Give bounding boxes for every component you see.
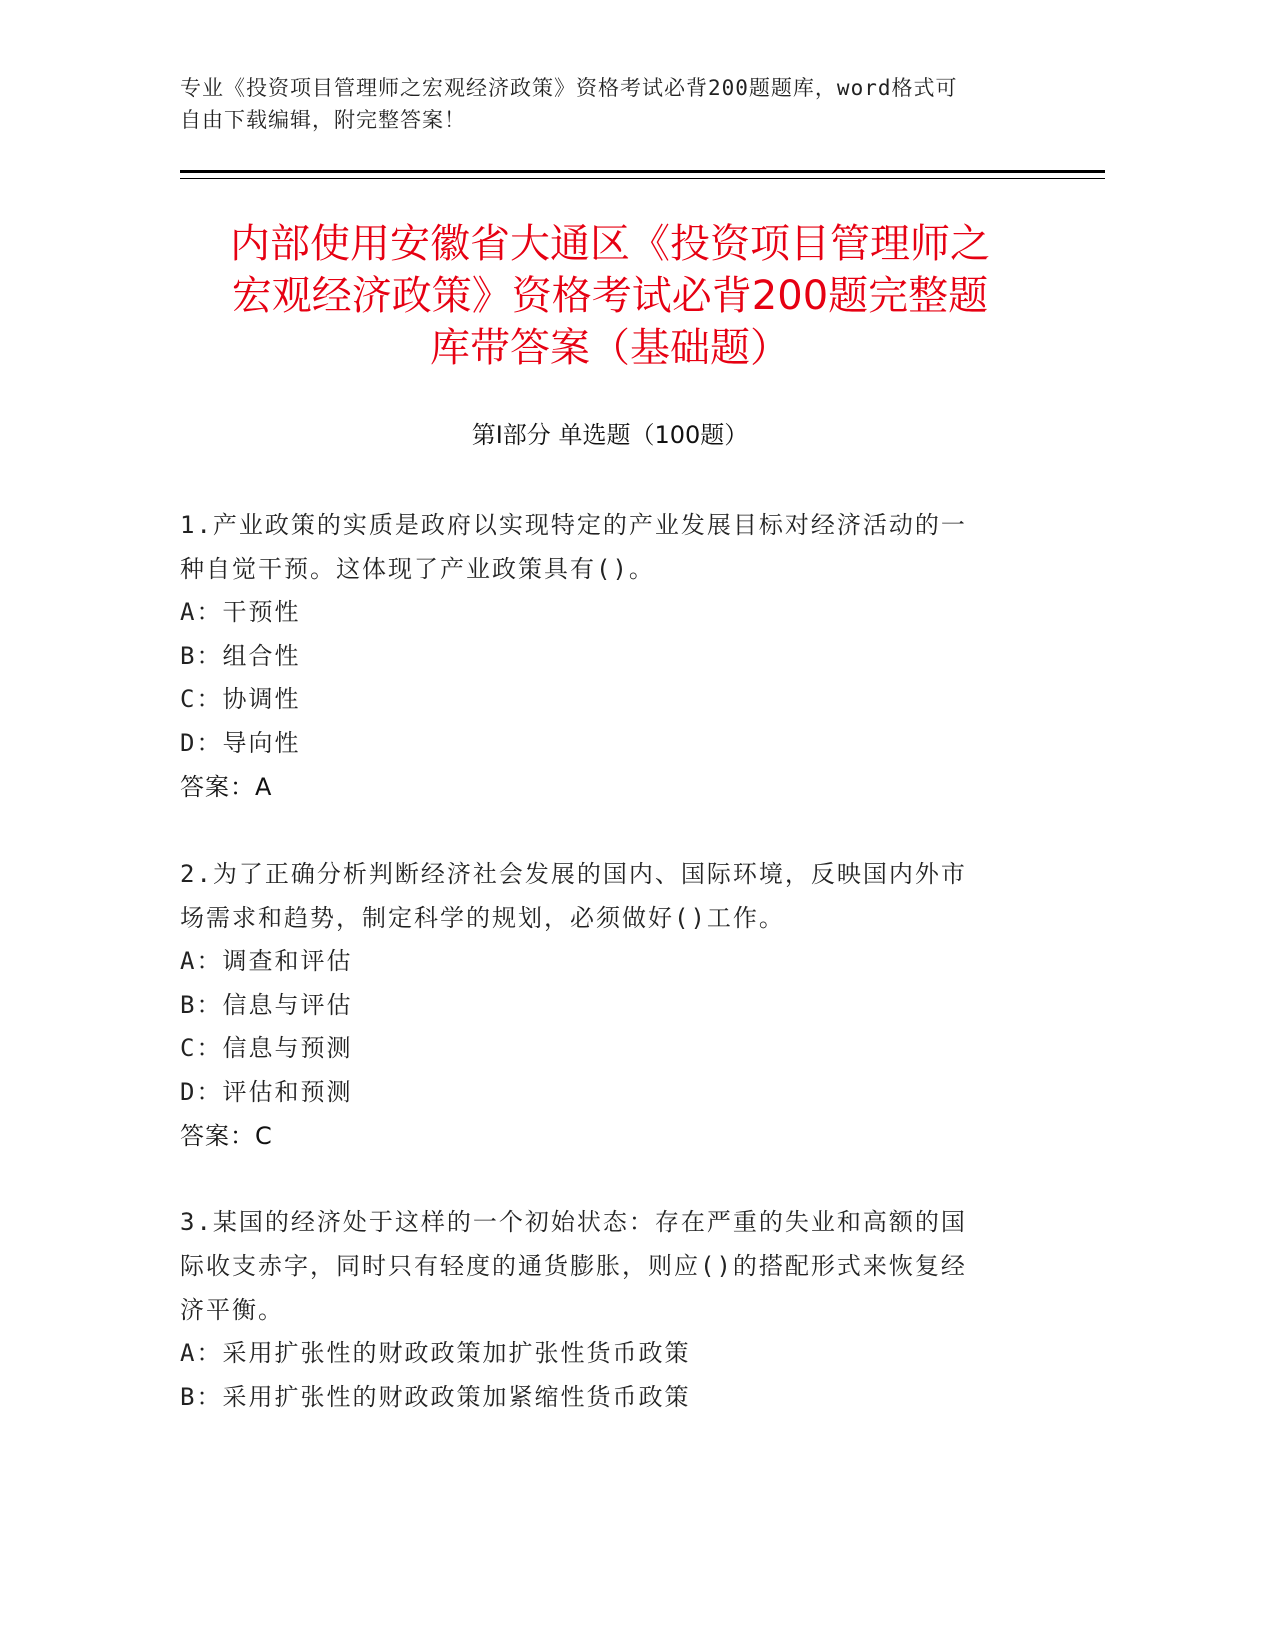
question-1: [180, 503, 1040, 809]
question-3: [180, 1200, 1040, 1419]
header-note-line1: 专业《投资项目管理师之宏观经济政策》资格考试必背200题题库，word格式可: [180, 76, 958, 100]
option-b: B：组合性: [180, 641, 301, 670]
document-title: [180, 218, 1040, 374]
option-b: B：信息与评估: [180, 990, 353, 1019]
question-stem-line: 场需求和趋势，制定科学的规划，必须做好()工作。: [180, 904, 785, 932]
header-divider-thin: [180, 178, 1105, 179]
question-stem-line: 际收支赤字，同时只有轻度的通货膨胀，则应()的搭配形式来恢复经: [180, 1252, 967, 1280]
option-c: C：协调性: [180, 685, 301, 713]
option-b: B：采用扩张性的财政政策加紧缩性货币政策: [180, 1382, 691, 1411]
option-d: D：评估和预测: [180, 1077, 353, 1106]
option-c: C：信息与预测: [180, 1034, 353, 1062]
question-2: [180, 852, 1040, 1158]
question-stem-line: 种自觉干预。这体现了产业政策具有()。: [180, 555, 655, 583]
answer: 答案：A: [180, 773, 273, 801]
option-a: A：采用扩张性的财政政策加扩张性货币政策: [180, 1339, 691, 1367]
header-divider-thick: [180, 170, 1105, 173]
question-stem: [180, 503, 1040, 591]
document-title-line3: 库带答案（基础题）: [430, 325, 790, 371]
option-a: A：调查和评估: [180, 947, 353, 975]
section-heading: 第Ⅰ部分 单选题（100题）: [471, 421, 749, 449]
question-stem-line: 1.产业政策的实质是政府以实现特定的产业发展目标对经济活动的一: [180, 511, 967, 539]
option-d: D：导向性: [180, 728, 301, 757]
document-title-line1: 内部使用安徽省大通区《投资项目管理师之: [230, 221, 990, 267]
question-stem: [180, 852, 1040, 940]
question-stem-line: 2.为了正确分析判断经济社会发展的国内、国际环境，反映国内外市: [180, 860, 967, 888]
question-stem-line: 济平衡。: [180, 1296, 284, 1324]
header-note: [180, 72, 1060, 136]
option-a: A：干预性: [180, 598, 301, 626]
document-title-line2: 宏观经济政策》资格考试必背200题完整题: [231, 273, 989, 319]
answer: 答案：C: [180, 1122, 273, 1150]
question-stem: [180, 1200, 1040, 1332]
header-note-line2: 自由下载编辑，附完整答案！: [180, 108, 466, 132]
question-stem-line: 3.某国的经济处于这样的一个初始状态：存在严重的失业和高额的国: [180, 1208, 967, 1236]
